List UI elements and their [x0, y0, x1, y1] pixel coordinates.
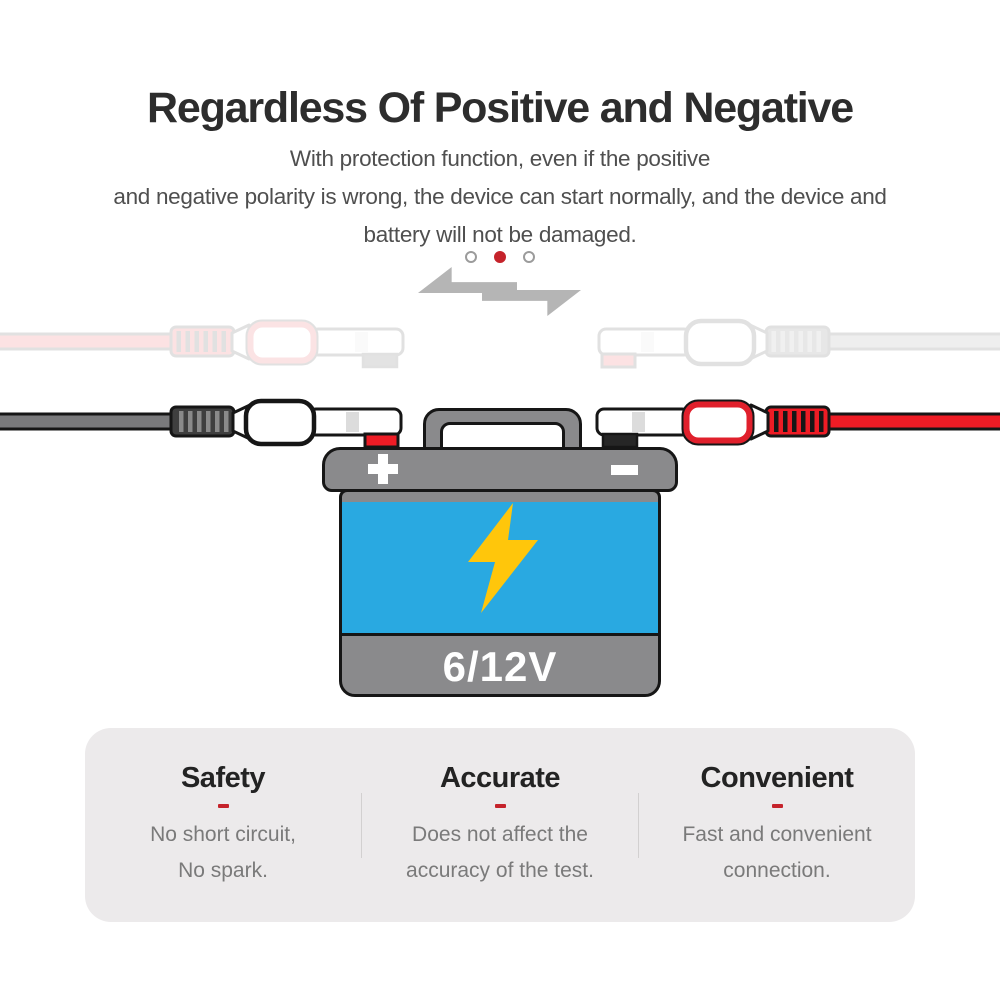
right-cable-assembly	[595, 398, 1000, 452]
hero-subtitle	[0, 140, 1000, 254]
ghost-cables	[0, 318, 1000, 372]
minus-icon	[611, 465, 638, 475]
subtitle-line: battery will not be damaged.	[363, 222, 637, 247]
carousel-dot[interactable]	[465, 251, 477, 263]
lightning-bolt-icon	[458, 502, 543, 616]
feature-line: accuracy of the test.	[406, 859, 594, 882]
ghost-left-cable	[598, 318, 1000, 372]
subtitle-line: With protection function, even if the positive	[289, 146, 711, 171]
hero-title: Regardless Of Positive and Negative	[147, 84, 853, 132]
left-cable-assembly	[0, 398, 402, 452]
carousel-dots	[0, 251, 1000, 263]
battery-voltage-label: 6/12V	[442, 643, 558, 690]
plus-icon	[368, 454, 398, 484]
feature-line: connection.	[723, 859, 831, 882]
accent-dash-icon	[772, 804, 783, 808]
feature-line: Does not affect the	[412, 823, 588, 846]
feature-column-convenient	[639, 728, 915, 922]
ghost-right-cable	[0, 318, 405, 372]
feature-title: Convenient	[700, 762, 854, 794]
feature-title: Accurate	[439, 762, 561, 794]
feature-column-safety	[85, 728, 361, 922]
feature-line: No spark.	[178, 859, 268, 882]
carousel-dot[interactable]	[523, 251, 535, 263]
battery-panel	[342, 502, 658, 636]
feature-line: Fast and convenient	[682, 823, 872, 846]
accent-dash-icon	[218, 804, 229, 808]
feature-column-accurate	[362, 728, 638, 922]
accent-dash-icon	[495, 804, 506, 808]
feature-line: No short circuit,	[150, 823, 296, 846]
feature-title: Safety	[180, 762, 266, 794]
arrow-left-icon	[418, 267, 517, 293]
subtitle-line: and negative polarity is wrong, the device can start normally, and the device and	[113, 184, 887, 209]
carousel-dot-active[interactable]	[494, 251, 506, 263]
arrow-right-icon	[482, 290, 581, 316]
features-card	[85, 728, 915, 922]
battery-top	[322, 447, 678, 492]
battery-body	[339, 489, 661, 697]
